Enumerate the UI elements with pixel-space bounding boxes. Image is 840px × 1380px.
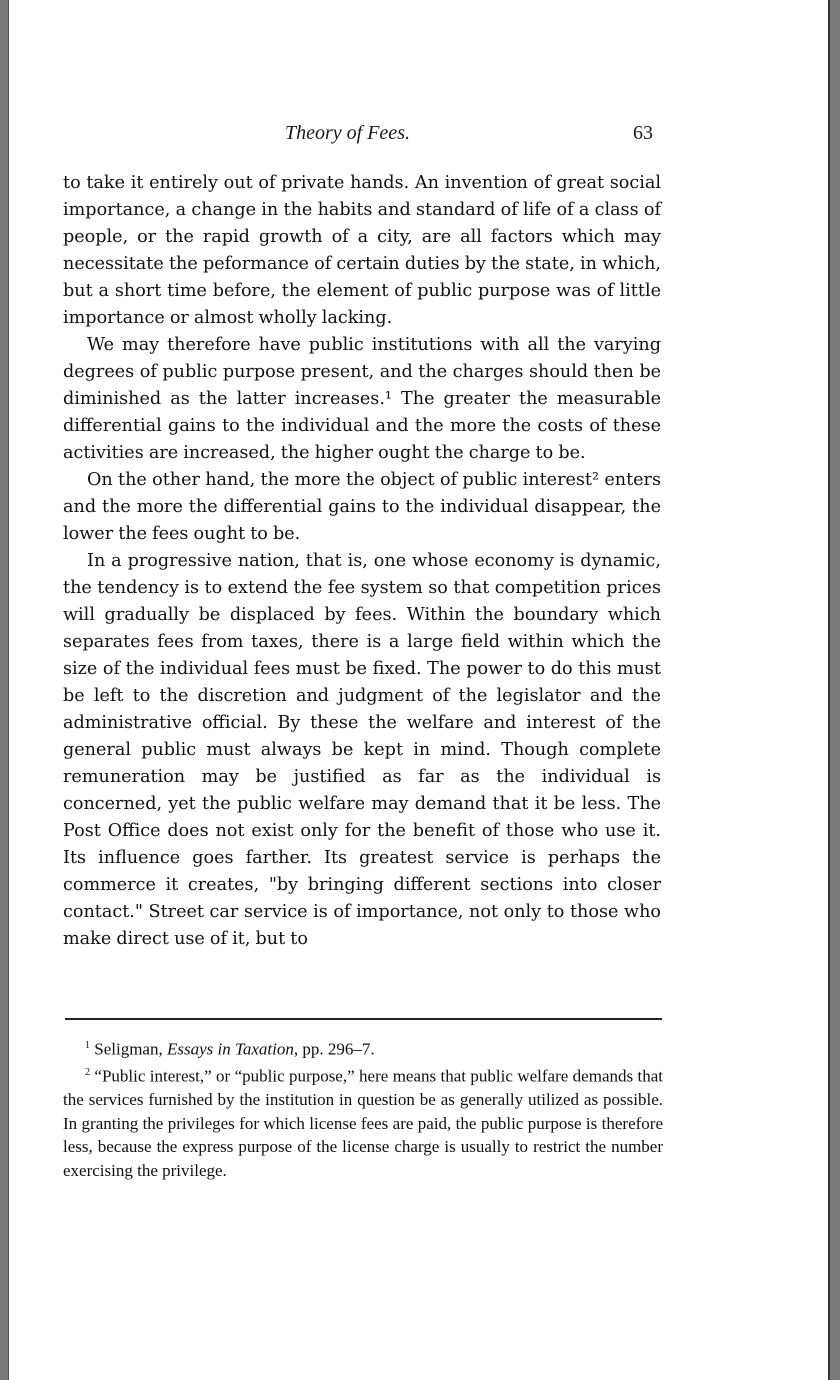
paragraph-progressive-nation: In a progressive nation, that is, one whose economy is dynamic, the tendency is to extend the fee system so that competition prices will gradually be displaced by fees. Within the boundary which separates fees from taxes, there is a large field within which the size of the individual fees must be fixed. The power to do this must be left to the discretion and judgment of the legislator and the administrative official. By these the welfare and interest of the general public must always be kept in mind. Though complete remuneration may be justified as far as the individual is concerned, yet the public welfare may demand that it be less. The Post Office does not exist only for the benefit of those who use it. Its influence goes farther. Its greatest service is perhaps the commerce it creates, "by bringing different sections into closer contact." Street car service is of importance, not only to those who make direct use of it, but to <box>63 551 661 949</box>
paragraph-continued: to take it entirely out of private hands. An invention of great social importance, a change in the habits and standard of life of a class of people, or the rapid growth of a city, are all factors which may necessitate the peformance of certain duties by the state, in which, but a short time before, the element of public purpose was of little importance or almost wholly lacking. <box>63 173 661 328</box>
footnote-1 <box>63 1034 663 1061</box>
page-number: 63 <box>633 122 653 144</box>
footnote-text: “Public interest,” or “public purpose,” here means that public welfare demands that the services furnished by the institution in question be as generally utilized as possible. In granting the privileges for which license fees are paid, the public purpose is therefore less, because the express purpose of the license charge is usually to restrict the number exercising the privilege. <box>63 1066 664 1180</box>
paragraph-public-interest: On the other hand, the more the object of public interest² enters and the more the differential gains to the individual disappear, the lower the fees ought to be. <box>63 470 661 544</box>
footnote-text: Seligman, <box>94 1039 167 1059</box>
running-title: Theory of Fees. <box>285 122 410 144</box>
footnotes <box>63 1034 663 1182</box>
footnote-marker: 2 <box>85 1067 90 1079</box>
cited-work-title: Essays in Taxation <box>166 1039 294 1059</box>
body-text <box>63 170 661 953</box>
footnote-rule <box>65 1018 662 1020</box>
book-page <box>8 0 830 1380</box>
footnote-pages: , pp. 296–7. <box>293 1039 375 1059</box>
running-head <box>9 122 831 152</box>
paragraph-public-institutions: We may therefore have public institutions with all the varying degrees of public purpose present, and the charges should then be diminished as the latter increases.¹ The greater the measurable differential gains to the individual and the more the costs of these activities are increased, the higher ought the charge to be. <box>63 335 661 463</box>
footnote-marker: 1 <box>85 1040 90 1051</box>
footnote-2 <box>63 1061 663 1182</box>
